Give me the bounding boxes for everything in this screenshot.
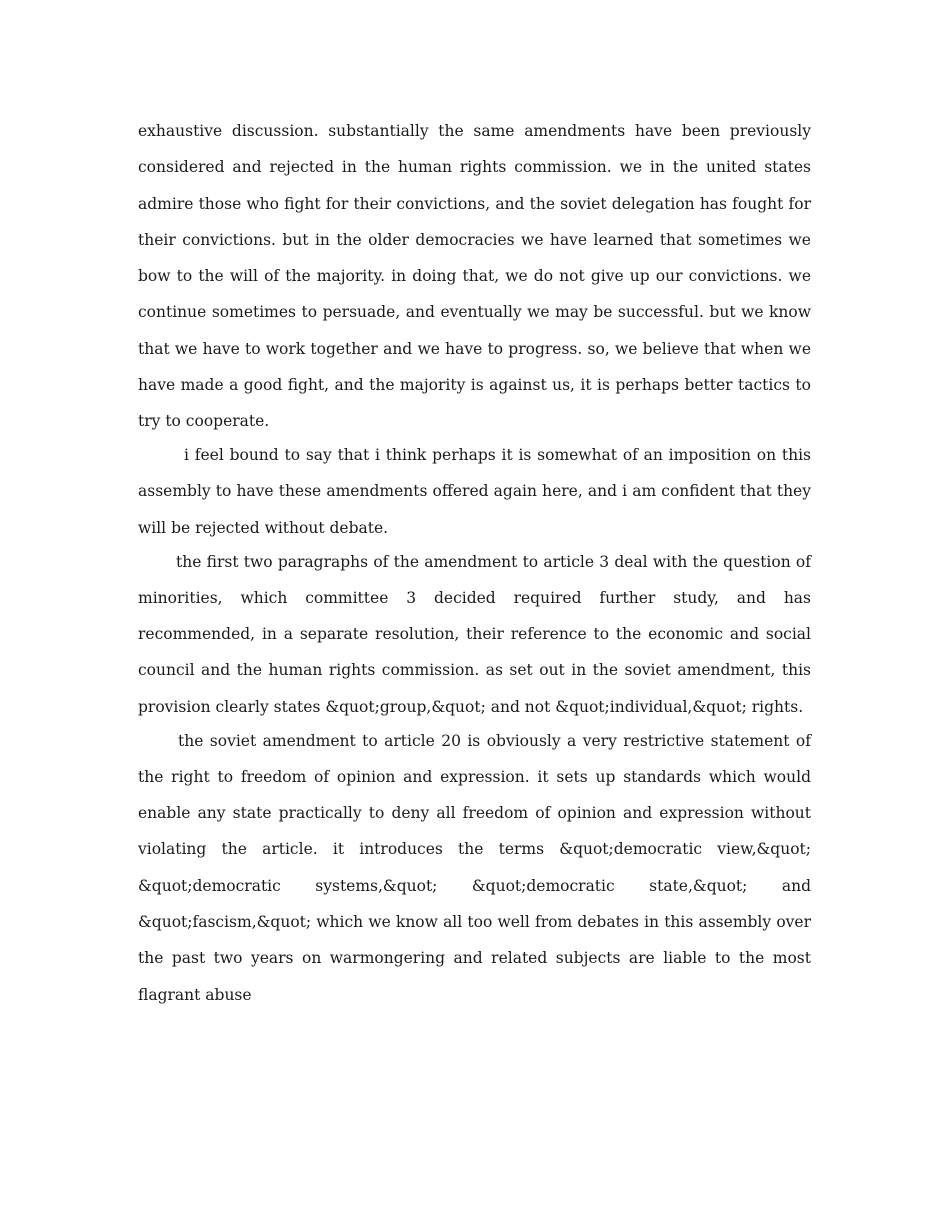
paragraph-1: exhaustive discussion. substantially the same amendments have been previously considered and rejected in the human rights commission. we in the united states admire those who fight for their convictions, and the soviet delegation has fought for their convictions. but in the older democracies we have learned that sometimes we bow to the will of the majority. in doing that, we do not give up our convictions. we continue sometimes to persuade, and eventually we may be successful. but we know that we have to work together and we have to progress. so, we believe that when we have made a good fight, and the majority is against us, it is perhaps better tactics to try to cooperate. — [138, 122, 811, 431]
paragraph-4: the soviet amendment to article 20 is obviously a very restrictive statement of the right to freedom of opinion and expression. it sets up standards which would enable any state practically to deny all freedom of opinion and expression without violating the article. it introduces the terms &quot;democratic view,&quot; &quot;democratic systems,&quot; &quot;democratic state,&quot; and &quot;fascism,&quot; which we know all too well from debates in this assembly over the past two years on warmongering and related subjects are liable to the most flagrant abuse — [138, 731, 811, 1004]
document-body — [138, 113, 811, 1013]
paragraph-3: the first two paragraphs of the amendment to article 3 deal with the question of minorities, which committee 3 decided required further study, and has recommended, in a separate resolution, their reference to the economic and social council and the human rights commission. as set out in the soviet amendment, this provision clearly states &quot;group,&quot; and not &quot;individual,&quot; rights. — [138, 552, 811, 716]
paragraph-2: i feel bound to say that i think perhaps it is somewhat of an imposition on this assembly to have these amendments offered again here, and i am confident that they will be rejected without debate. — [138, 446, 811, 537]
